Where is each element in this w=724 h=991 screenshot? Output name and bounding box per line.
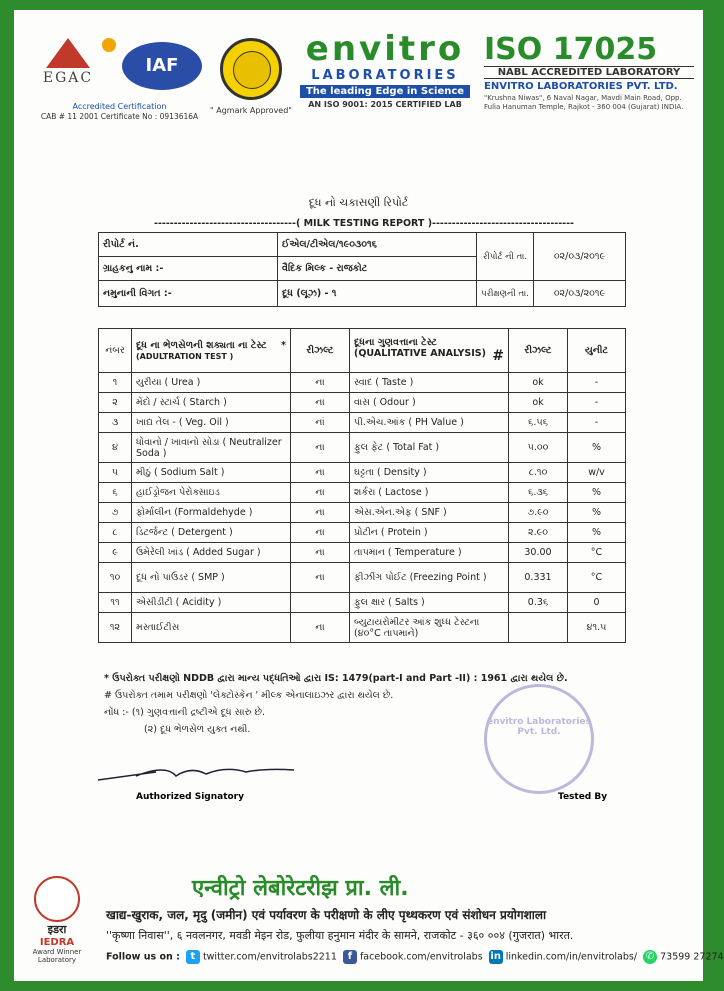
footer-social: Follow us on : t twitter.com/envitrolabs2211 f facebook.com/envitrolabs in linkedin.com/in/envitrolabs/ ✆ 73599 27274	[106, 951, 724, 963]
cell-q-test: તાપમાન ( Temperature )	[350, 543, 509, 563]
cell-no: ૧૨	[99, 613, 132, 643]
sample-value: દૂધ (લૂઝ) - ૧	[278, 281, 477, 307]
cell-result	[291, 593, 350, 613]
cell-test: મસ્તાઈટીસ	[132, 613, 291, 643]
cell-no: ૧	[99, 373, 132, 393]
results-table	[98, 328, 626, 643]
whatsapp-icon: ✆	[643, 950, 657, 964]
cell-test: દૂધ નો પાઉડર ( SMP )	[132, 563, 291, 593]
cell-q-result	[509, 613, 568, 643]
authorized-signatory: Authorized Signatory	[136, 792, 244, 802]
report-date-value: ૦૨/૦૩/૨૦૧૯	[534, 233, 626, 281]
table-row	[99, 483, 626, 503]
cell-q-test: બ્યુટાયરોમીટર આંક શુધ્ધ ટેસ્ટના (૪૦°C તાપમાને)	[350, 613, 509, 643]
iedra-logo: इडरा IEDRA Award Winner Laboratory	[22, 876, 92, 964]
cell-no: ૩	[99, 413, 132, 433]
cell-no: ૯	[99, 543, 132, 563]
test-date-value: ૦૨/૦૩/૨૦૧૯	[534, 281, 626, 307]
col-result: રીઝલ્ટ	[291, 329, 350, 373]
cell-test: યુરીયા ( Urea )	[132, 373, 291, 393]
cell-unit: -	[568, 373, 626, 393]
iedra-emblem-icon	[34, 876, 80, 922]
footer-address: ''कृष्णा निवास'', ६ नवलनगर, मवडी मेइन रोड, फुलीया हनुमान मंदीर के सामने, राजकोट - ३६० ००४ (गुजरात) भारत.	[106, 929, 574, 942]
cell-test: ઉમેરેલી ખાંડ ( Added Sugar )	[132, 543, 291, 563]
table-row	[99, 503, 626, 523]
table-row	[99, 463, 626, 483]
table-row	[99, 543, 626, 563]
signature	[96, 762, 296, 784]
agmark-label: " Agmark Approved"	[210, 106, 292, 115]
linkedin-link[interactable]: linkedin.com/in/envitrolabs/	[505, 951, 638, 963]
col-quality: દૂધના ગુણવત્તાના ટેસ્ટ (QUALITATIVE ANALYSIS) #	[350, 329, 509, 373]
sample-label: નમુનાની વિગત :-	[99, 281, 278, 307]
cell-result: ના	[291, 463, 350, 483]
cell-q-test: પ્રોટીન ( Protein )	[350, 523, 509, 543]
cell-q-result: 30.00	[509, 543, 568, 563]
table-row	[99, 393, 626, 413]
cell-test: એસીડીટી ( Acidity )	[132, 593, 291, 613]
cell-q-result: 0.331	[509, 563, 568, 593]
table-row	[99, 523, 626, 543]
facebook-icon: f	[343, 950, 357, 964]
table-row	[99, 593, 626, 613]
cell-result: ના	[291, 613, 350, 643]
cell-result: ના	[291, 563, 350, 593]
table-row	[99, 433, 626, 463]
cell-no: ૬	[99, 483, 132, 503]
report-page	[14, 10, 724, 981]
table-row	[99, 563, 626, 593]
cell-q-test: ઘટ્ટતા ( Density )	[350, 463, 509, 483]
report-info-table	[98, 232, 626, 307]
tested-by: Tested By	[558, 792, 608, 802]
cell-test: મેંદો / સ્ટાર્ચ ( Starch )	[132, 393, 291, 413]
cell-q-test: ફુલ ક્ષાર ( Salts )	[350, 593, 509, 613]
government-seal-icon	[220, 38, 282, 100]
twitter-icon: t	[186, 950, 200, 964]
linkedin-icon: in	[490, 951, 501, 962]
egac-logo: EGAC	[28, 34, 108, 86]
cell-q-result: 0.3૬	[509, 593, 568, 613]
report-title-gujarati: દૂધ નો ચકાસણી રિપોર્ટ	[308, 196, 409, 209]
customer-value: વૈદિક મિલ્ક - રાજકોટ	[278, 257, 477, 281]
cell-q-result: ૮.૧૦	[509, 463, 568, 483]
company-stamp: envitro Laboratories Pvt. Ltd.	[484, 684, 594, 794]
footer-services: खाद्य-खुराक, जल, मृदु (जमीन) एवं पर्यावरण के परीक्षणो के लीए पृथ्थकरण एवं संशोधन प्रयोगशाला	[106, 908, 547, 922]
footer	[14, 858, 724, 981]
cell-q-result: ૫.૦૦	[509, 433, 568, 463]
cell-test: મીઠું ( Sodium Salt )	[132, 463, 291, 483]
col-adulteration: દૂધ ના ભેળસેળની શક્યતા ના ટેસ્ટ * (ADULTRATION TEST )	[132, 329, 291, 373]
cell-no: ૫	[99, 463, 132, 483]
cell-unit: -	[568, 393, 626, 413]
cell-result: ના	[291, 433, 350, 463]
cell-unit: w/v	[568, 463, 626, 483]
col-unit: યુનીટ	[568, 329, 626, 373]
phone-number: 73599 27274	[660, 951, 724, 963]
cell-q-result: ok	[509, 373, 568, 393]
letterhead	[14, 10, 703, 135]
cell-q-result: ૬.૫૬	[509, 413, 568, 433]
cell-test: ખાદ્ય તેલ - ( Veg. Oil )	[132, 413, 291, 433]
report-notes: * ઉપરોક્ત પરીક્ષણો NDDB દ્વારા માન્ય પદ્ધતિઓ દ્વારા IS: 1479(part-I and Part -II) : 1961 દ્વારા થયેલ છે. # ઉપરોક્ત તમામ પરીક્ષણો 'લેક્ટોસ્કેન ' મીલ્ક એનાલાઇઝર દ્વારા થયેલ છે. નોંધ :- (૧) ગુણવત્તાની દ્રષ્ટીએ દૂધ સારુ છે. (૨) દૂધ ભેળસેળ યુક્ત નથી.	[104, 673, 568, 735]
cell-unit: 0	[568, 593, 626, 613]
col-result-2: રીઝલ્ટ	[509, 329, 568, 373]
cell-result: ના	[291, 373, 350, 393]
cell-test: ધોવાનો / ખાવાનો સોડા ( Neutralizer Soda )	[132, 433, 291, 463]
cell-unit: -	[568, 413, 626, 433]
cell-result: ના	[291, 503, 350, 523]
cell-unit: °C	[568, 563, 626, 593]
cell-result: નાં	[291, 413, 350, 433]
report-no-value: ઈએલ/ટીએલ/૧૯૦૩૦૧૬	[278, 233, 477, 257]
cell-test: ફોર્માલીન (Formaldehyde )	[132, 503, 291, 523]
cell-no: ૨	[99, 393, 132, 413]
report-no-label: રીપોર્ટ નં.	[99, 233, 278, 257]
table-row	[99, 413, 626, 433]
cell-no: ૭	[99, 503, 132, 523]
iaf-logo: IAF	[122, 42, 202, 90]
cell-q-test: સ્વાદ ( Taste )	[350, 373, 509, 393]
col-no: નંબર	[99, 329, 132, 373]
cell-no: ૧૧	[99, 593, 132, 613]
envitro-logo: envitro LABORATORIES The leading Edge in Science AN ISO 9001: 2015 CERTIFIED LAB	[300, 30, 470, 109]
cell-result: ના	[291, 483, 350, 503]
cell-no: ૪	[99, 433, 132, 463]
cell-test: ડિટર્જન્ટ ( Detergent )	[132, 523, 291, 543]
cell-q-result: ૬.૩૬	[509, 483, 568, 503]
cell-unit: %	[568, 433, 626, 463]
facebook-link[interactable]: facebook.com/envitrolabs	[359, 951, 483, 963]
cell-test: હાઈડ્રોજન પેરોક્સાઇડ	[132, 483, 291, 503]
cell-q-test: ફુલ ફેટ ( Total Fat )	[350, 433, 509, 463]
cell-unit: °C	[568, 543, 626, 563]
table-row	[99, 613, 626, 643]
cell-result: ના	[291, 393, 350, 413]
cell-result: ના	[291, 523, 350, 543]
cell-q-result: ૨.૯૦	[509, 523, 568, 543]
cell-q-test: પી.એચ.આંક ( PH Value )	[350, 413, 509, 433]
cell-no: ૮	[99, 523, 132, 543]
report-date-label: રીપોર્ટ ની તા.	[477, 233, 534, 281]
cell-q-test: વાસ ( Odour )	[350, 393, 509, 413]
cell-unit: ૪૧.૫	[568, 613, 626, 643]
cell-unit: %	[568, 523, 626, 543]
cell-no: ૧૦	[99, 563, 132, 593]
cell-unit: %	[568, 503, 626, 523]
report-title-english: ------------------------------------( MILK TESTING REPORT )------------------------------------	[154, 218, 574, 229]
cell-unit: %	[568, 483, 626, 503]
test-date-label: પરીક્ષણની તા.	[477, 281, 534, 307]
iso-17025-block: ISO 17025 NABL ACCREDITED LABORATORY ENVITRO LABORATORIES PVT. LTD. "Krushna Niwas", 6 Naval Nagar, Mavdi Main Road, Opp. Fulia Hanuman Temple, Rajkot - 360 004 (Gujarat) INDIA.	[484, 34, 694, 112]
cell-q-test: એસ.એન.એફ ( SNF )	[350, 503, 509, 523]
twitter-link[interactable]: twitter.com/envitrolabs2211	[202, 951, 337, 963]
cell-q-result: ૭.૯૦	[509, 503, 568, 523]
accreditation-info: Accredited Certification CAB # 11 2001 Certificate No : 0913616A	[40, 102, 199, 121]
cell-result: ના	[291, 543, 350, 563]
cell-q-test: ફીઝીંગ પોઈટ (Freezing Point )	[350, 563, 509, 593]
cell-q-test: શર્કરા ( Lactose )	[350, 483, 509, 503]
footer-company-name: एन्वीट्रो लेबोरेटरीझ प्रा. ली.	[192, 876, 409, 901]
table-row	[99, 373, 626, 393]
customer-label: ગ્રાહકનુ નામ :-	[99, 257, 278, 281]
cell-q-result: ok	[509, 393, 568, 413]
